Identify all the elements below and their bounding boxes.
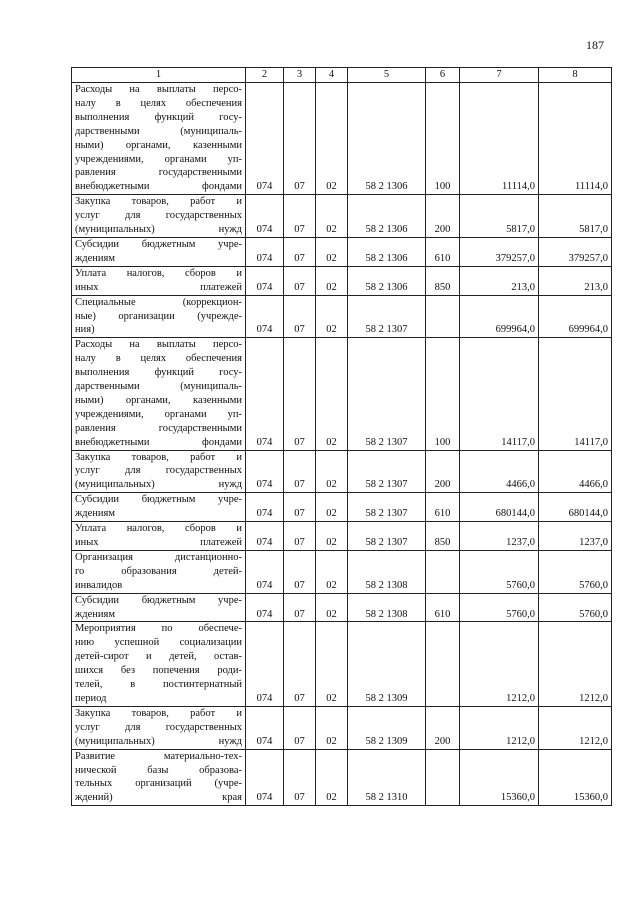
column-header: 8	[539, 68, 612, 83]
section-code: 07	[284, 195, 316, 238]
section-code: 07	[284, 522, 316, 551]
target-article-code: 58 2 1309	[348, 706, 426, 749]
row-description	[72, 338, 246, 450]
description-line: выполнения функций госу-	[75, 111, 242, 123]
description-line: ждениям	[75, 608, 115, 620]
ministry-code: 074	[246, 195, 284, 238]
amount-value: 5760,0	[539, 593, 612, 622]
expense-type-code	[426, 749, 460, 806]
ministry-code: 074	[246, 338, 284, 450]
table-row	[72, 550, 612, 593]
description-line: налу в целях обеспечения	[75, 353, 242, 365]
amount-value: 4466,0	[460, 450, 539, 493]
description-line: ные) организации (учрежде-	[75, 310, 242, 322]
description-line: Закупка товаров, работ и	[75, 451, 242, 463]
expense-type-code: 850	[426, 522, 460, 551]
amount-value: 5760,0	[460, 550, 539, 593]
description-line: телей, в постинтернатный	[75, 679, 242, 691]
description-line: го образования детей-	[75, 565, 242, 577]
expense-type-code: 610	[426, 593, 460, 622]
description-line: налу в целях обеспечения	[75, 97, 242, 109]
description-line: ждениям	[75, 508, 115, 520]
subsection-code: 02	[316, 522, 348, 551]
row-description	[72, 295, 246, 338]
amount-value: 15360,0	[460, 749, 539, 806]
section-code: 07	[284, 622, 316, 706]
section-code: 07	[284, 493, 316, 522]
section-code: 07	[284, 237, 316, 266]
table-row	[72, 749, 612, 806]
column-header: 3	[284, 68, 316, 83]
description-line: Организация дистанционно-	[75, 551, 242, 563]
row-description	[72, 550, 246, 593]
description-line: внебюджетными фондами	[75, 181, 242, 193]
description-line: ными) органами, казенными	[75, 139, 242, 151]
column-header: 4	[316, 68, 348, 83]
amount-value: 5817,0	[460, 195, 539, 238]
description-line: Закупка товаров, работ и	[75, 707, 242, 719]
amount-value: 699964,0	[460, 295, 539, 338]
row-description	[72, 622, 246, 706]
column-header: 6	[426, 68, 460, 83]
section-code: 07	[284, 550, 316, 593]
ministry-code: 074	[246, 295, 284, 338]
section-code: 07	[284, 749, 316, 806]
amount-value: 379257,0	[460, 237, 539, 266]
description-line: Субсидии бюджетным учре-	[75, 594, 242, 606]
target-article-code: 58 2 1306	[348, 237, 426, 266]
row-description	[72, 493, 246, 522]
table-row	[72, 237, 612, 266]
amount-value: 11114,0	[539, 83, 612, 195]
target-article-code: 58 2 1307	[348, 522, 426, 551]
ministry-code: 074	[246, 706, 284, 749]
amount-value: 1212,0	[460, 706, 539, 749]
table-body	[72, 83, 612, 806]
ministry-code: 074	[246, 450, 284, 493]
description-line: услуг для государственных	[75, 210, 242, 222]
description-line: Развитие материально-тех-	[75, 750, 242, 762]
target-article-code: 58 2 1306	[348, 195, 426, 238]
description-line: ждениям	[75, 252, 115, 264]
ministry-code: 074	[246, 83, 284, 195]
row-description	[72, 706, 246, 749]
column-header: 2	[246, 68, 284, 83]
column-header: 1	[72, 68, 246, 83]
expense-type-code: 200	[426, 195, 460, 238]
section-code: 07	[284, 295, 316, 338]
description-line: период	[75, 692, 107, 704]
expense-type-code: 200	[426, 450, 460, 493]
description-line: услуг для государственных	[75, 465, 242, 477]
description-line: (муниципальных) нужд	[75, 224, 242, 236]
description-line: Расходы на выплаты персо-	[75, 84, 242, 95]
row-description	[72, 450, 246, 493]
description-line: выполнения функций госу-	[75, 367, 242, 379]
expense-type-code: 850	[426, 266, 460, 295]
description-line: услуг для государственных	[75, 721, 242, 733]
amount-value: 699964,0	[539, 295, 612, 338]
description-line: учреждениями, органами уп-	[75, 408, 242, 420]
description-line: учреждениями, органами уп-	[75, 153, 242, 165]
target-article-code: 58 2 1306	[348, 266, 426, 295]
subsection-code: 02	[316, 195, 348, 238]
subsection-code: 02	[316, 237, 348, 266]
description-line: нию успешной социализации	[75, 637, 242, 649]
subsection-code: 02	[316, 493, 348, 522]
description-line: дарственными (муниципаль-	[75, 381, 242, 393]
description-line: ния)	[75, 324, 95, 336]
target-article-code: 58 2 1307	[348, 493, 426, 522]
table-row	[72, 706, 612, 749]
expense-type-code: 100	[426, 83, 460, 195]
expense-type-code: 200	[426, 706, 460, 749]
amount-value: 1237,0	[539, 522, 612, 551]
description-line: иных платежей	[75, 281, 242, 293]
subsection-code: 02	[316, 550, 348, 593]
section-code: 07	[284, 593, 316, 622]
row-description	[72, 237, 246, 266]
amount-value: 4466,0	[539, 450, 612, 493]
amount-value: 1212,0	[539, 622, 612, 706]
row-description	[72, 195, 246, 238]
ministry-code: 074	[246, 522, 284, 551]
description-line: детей-сирот и детей, остав-	[75, 651, 242, 663]
amount-value: 14117,0	[460, 338, 539, 450]
expense-type-code	[426, 550, 460, 593]
amount-value: 5760,0	[460, 593, 539, 622]
amount-value: 1212,0	[539, 706, 612, 749]
amount-value: 5760,0	[539, 550, 612, 593]
target-article-code: 58 2 1308	[348, 593, 426, 622]
target-article-code: 58 2 1306	[348, 83, 426, 195]
section-code: 07	[284, 706, 316, 749]
subsection-code: 02	[316, 295, 348, 338]
description-line: Закупка товаров, работ и	[75, 196, 242, 208]
subsection-code: 02	[316, 266, 348, 295]
description-line: (муниципальных) нужд	[75, 479, 242, 491]
description-line: равления государственными	[75, 167, 242, 179]
table-row	[72, 593, 612, 622]
header-row	[72, 68, 612, 83]
section-code: 07	[284, 83, 316, 195]
amount-value: 14117,0	[539, 338, 612, 450]
row-description	[72, 83, 246, 195]
target-article-code: 58 2 1309	[348, 622, 426, 706]
amount-value: 213,0	[460, 266, 539, 295]
target-article-code: 58 2 1310	[348, 749, 426, 806]
amount-value: 680144,0	[539, 493, 612, 522]
description-line: инвалидов	[75, 579, 123, 591]
subsection-code: 02	[316, 338, 348, 450]
expense-type-code: 100	[426, 338, 460, 450]
target-article-code: 58 2 1307	[348, 450, 426, 493]
ministry-code: 074	[246, 550, 284, 593]
amount-value: 1237,0	[460, 522, 539, 551]
table-row	[72, 195, 612, 238]
row-description	[72, 522, 246, 551]
ministry-code: 074	[246, 266, 284, 295]
expense-type-code	[426, 295, 460, 338]
ministry-code: 074	[246, 749, 284, 806]
column-header: 7	[460, 68, 539, 83]
ministry-code: 074	[246, 622, 284, 706]
description-line: Расходы на выплаты персо-	[75, 339, 242, 351]
expense-type-code: 610	[426, 237, 460, 266]
section-code: 07	[284, 338, 316, 450]
description-line: Субсидии бюджетным учре-	[75, 238, 242, 250]
table-row	[72, 493, 612, 522]
description-line: Специальные (коррекцион-	[75, 296, 242, 308]
description-line: шихся без попечения роди-	[75, 665, 242, 677]
amount-value: 1212,0	[460, 622, 539, 706]
table-row	[72, 83, 612, 195]
table-row	[72, 450, 612, 493]
description-line: Субсидии бюджетным учре-	[75, 494, 242, 506]
section-code: 07	[284, 450, 316, 493]
subsection-code: 02	[316, 622, 348, 706]
description-line: нической базы образова-	[75, 764, 242, 776]
amount-value: 680144,0	[460, 493, 539, 522]
description-line: Уплата налогов, сборов и	[75, 523, 242, 535]
ministry-code: 074	[246, 237, 284, 266]
subsection-code: 02	[316, 749, 348, 806]
ministry-code: 074	[246, 593, 284, 622]
description-line: ждений) края	[75, 792, 242, 804]
table-row	[72, 338, 612, 450]
description-line: (муниципальных) нужд	[75, 735, 242, 747]
subsection-code: 02	[316, 83, 348, 195]
expense-type-code	[426, 622, 460, 706]
description-line: ными) органами, казенными	[75, 394, 242, 406]
description-line: тельных организаций (учре-	[75, 778, 242, 790]
row-description	[72, 266, 246, 295]
section-code: 07	[284, 266, 316, 295]
target-article-code: 58 2 1308	[348, 550, 426, 593]
subsection-code: 02	[316, 450, 348, 493]
subsection-code: 02	[316, 593, 348, 622]
description-line: внебюджетными фондами	[75, 436, 242, 448]
table-row	[72, 266, 612, 295]
amount-value: 15360,0	[539, 749, 612, 806]
amount-value: 379257,0	[539, 237, 612, 266]
target-article-code: 58 2 1307	[348, 295, 426, 338]
table-row	[72, 622, 612, 706]
description-line: Уплата налогов, сборов и	[75, 267, 242, 279]
description-line: равления государственными	[75, 422, 242, 434]
description-line: дарственными (муниципаль-	[75, 125, 242, 137]
row-description	[72, 749, 246, 806]
target-article-code: 58 2 1307	[348, 338, 426, 450]
amount-value: 11114,0	[460, 83, 539, 195]
table-row	[72, 295, 612, 338]
table-row	[72, 522, 612, 551]
amount-value: 5817,0	[539, 195, 612, 238]
column-header: 5	[348, 68, 426, 83]
description-line: Мероприятия по обеспече-	[75, 623, 242, 635]
description-line: иных платежей	[75, 537, 242, 548]
expense-type-code: 610	[426, 493, 460, 522]
subsection-code: 02	[316, 706, 348, 749]
amount-value: 213,0	[539, 266, 612, 295]
ministry-code: 074	[246, 493, 284, 522]
page-number: 187	[586, 38, 604, 52]
budget-table	[71, 67, 612, 806]
row-description	[72, 593, 246, 622]
